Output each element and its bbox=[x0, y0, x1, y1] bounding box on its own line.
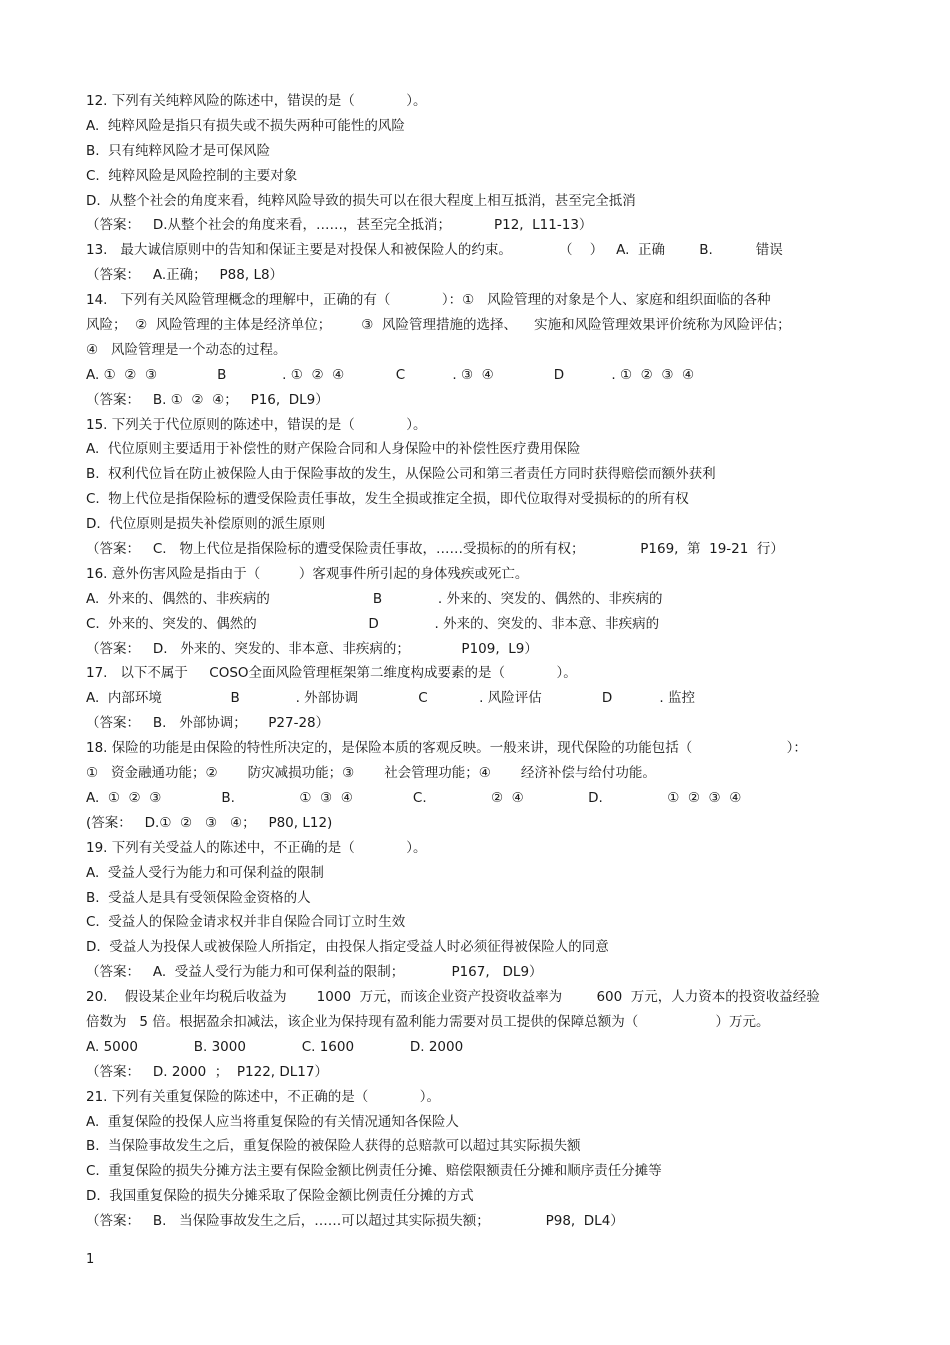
text-line: A. ① ② ③ B . ① ② ④ C . ③ ④ D . ① ② ③ ④ bbox=[86, 366, 695, 383]
text-line: (答案： D.① ② ③ ④； P80, L12) bbox=[86, 814, 333, 831]
text-line: B. 权利代位旨在防止被保险人由于保险事故的发生，从保险公司和第三者责任方同时获得赔偿而额外获利 bbox=[86, 466, 716, 483]
text-line: B. 只有纯粹风险才是可保风险 bbox=[86, 142, 271, 159]
text-line: 14. 下列有关风险管理概念的理解中，正确的有（ ）：① 风险管理的对象是个人、家庭和组织面临的各种 bbox=[86, 292, 771, 309]
text-line: （答案： A.正确； P88, L8） bbox=[86, 267, 284, 284]
text-line: 风险； ② 风险管理的主体是经济单位； ③ 风险管理措施的选择、 实施和风险管理效果评价统称为风险评估； bbox=[86, 317, 791, 334]
text-line: A. 外来的、偶然的、非疾病的 B . 外来的、突发的、偶然的、非疾病的 bbox=[86, 590, 663, 607]
text-line: （答案： B. 外部协调； P27-28） bbox=[86, 715, 330, 732]
text-line: 18. 保险的功能是由保险的特性所决定的，是保险本质的客观反映。一般来讲，现代保险的功能包括（ ）： bbox=[86, 740, 807, 757]
text-line: （答案： C. 物上代位是指保险标的遭受保险责任事故，……受损标的的所有权； P169, 第 19-21 行） bbox=[86, 541, 784, 558]
text-line: 倍数为 5 倍。根据盈余扣减法，该企业为保持现有盈利能力需要对员工提供的保障总额为（ ）万元。 bbox=[86, 1013, 770, 1030]
text-line: （答案： A. 受益人受行为能力和可保利益的限制； P167, DL9） bbox=[86, 964, 543, 981]
text-line: A. 代位原则主要适用于补偿性的财产保险合同和人身保险中的补偿性医疗费用保险 bbox=[86, 441, 581, 458]
text-line: C. 重复保险的损失分摊方法主要有保险金额比例责任分摊、赔偿限额责任分摊和顺序责任分摊等 bbox=[86, 1163, 662, 1180]
text-line: D. 受益人为投保人或被保险人所指定，由投保人指定受益人时必须征得被保险人的同意 bbox=[86, 939, 609, 956]
text-line: A. 内部环境 B . 外部协调 C . 风险评估 D . 监控 bbox=[86, 690, 696, 707]
text-line: A. ① ② ③ B. ① ③ ④ C. ② ④ D. ① ② ③ ④ bbox=[86, 789, 742, 806]
text-line: C. 外来的、突发的、偶然的 D . 外来的、突发的、非本意、非疾病的 bbox=[86, 615, 660, 632]
text-line: B. 受益人是具有受领保险金资格的人 bbox=[86, 889, 311, 906]
text-line: 15. 下列关于代位原则的陈述中，错误的是（ ）。 bbox=[86, 416, 427, 433]
text-line: A. 受益人受行为能力和可保利益的限制 bbox=[86, 864, 324, 881]
text-line: A. 5000 B. 3000 C. 1600 D. 2000 bbox=[86, 1038, 464, 1055]
text-line: C. 受益人的保险金请求权并非自保险合同订立时生效 bbox=[86, 914, 406, 931]
text-line: A. 重复保险的投保人应当将重复保险的有关情况通知各保险人 bbox=[86, 1113, 459, 1130]
text-line: 16. 意外伤害风险是指由于（ ）客观事件所引起的身体残疾或死亡。 bbox=[86, 565, 529, 582]
text-line: C. 物上代位是指保险标的遭受保险责任事故，发生全损或推定全损，即代位取得对受损标的的所有权 bbox=[86, 491, 689, 508]
text-line: 13. 最大诚信原则中的告知和保证主要是对投保人和被保险人的约束。 （ ） A. 正确 B. 错误 bbox=[86, 242, 783, 259]
text-line: ④ 风险管理是一个动态的过程。 bbox=[86, 341, 287, 358]
text-line: ① 资金融通功能；② 防灾减损功能；③ 社会管理功能；④ 经济补偿与给付功能。 bbox=[86, 765, 656, 782]
page-number: 1 bbox=[86, 1252, 95, 1267]
text-line: （答案： D. 2000 ； P122, DL17） bbox=[86, 1063, 328, 1080]
text-line: 21. 下列有关重复保险的陈述中，不正确的是（ ）。 bbox=[86, 1088, 441, 1105]
text-line: D. 代位原则是损失补偿原则的派生原则 bbox=[86, 516, 326, 533]
text-line: D. 我国重复保险的损失分摊采取了保险金额比例责任分摊的方式 bbox=[86, 1188, 474, 1205]
text-line: （答案： D. 外来的、突发的、非本意、非疾病的； P109, L9） bbox=[86, 640, 538, 657]
text-line: 19. 下列有关受益人的陈述中，不正确的是（ ）。 bbox=[86, 839, 427, 856]
text-line: （答案： B. ① ② ④； P16, DL9） bbox=[86, 391, 329, 408]
text-line: B. 当保险事故发生之后，重复保险的被保险人获得的总赔款可以超过其实际损失额 bbox=[86, 1138, 581, 1155]
text-line: D. 从整个社会的角度来看，纯粹风险导致的损失可以在很大程度上相互抵消，甚至完全抵消 bbox=[86, 192, 636, 209]
text-line: （答案： B. 当保险事故发生之后，……可以超过其实际损失额； P98, DL4） bbox=[86, 1213, 624, 1230]
text-line: C. 纯粹风险是风险控制的主要对象 bbox=[86, 167, 298, 184]
text-line: 12. 下列有关纯粹风险的陈述中，错误的是（ ）。 bbox=[86, 93, 427, 109]
text-line: 17. 以下不属于 COSO全面风险管理框架第二维度构成要素的是（ ）。 bbox=[86, 665, 577, 682]
text-line: （答案： D.从整个社会的角度来看，……，甚至完全抵消； P12, L11-13） bbox=[86, 217, 593, 234]
text-line: 20. 假设某企业年均税后收益为 1000 万元，而该企业资产投资收益率为 600 万元，人力资本的投资收益经验 bbox=[86, 989, 820, 1006]
document-body bbox=[86, 89, 866, 1234]
text-line: A. 纯粹风险是指只有损失或不损失两种可能性的风险 bbox=[86, 117, 405, 134]
